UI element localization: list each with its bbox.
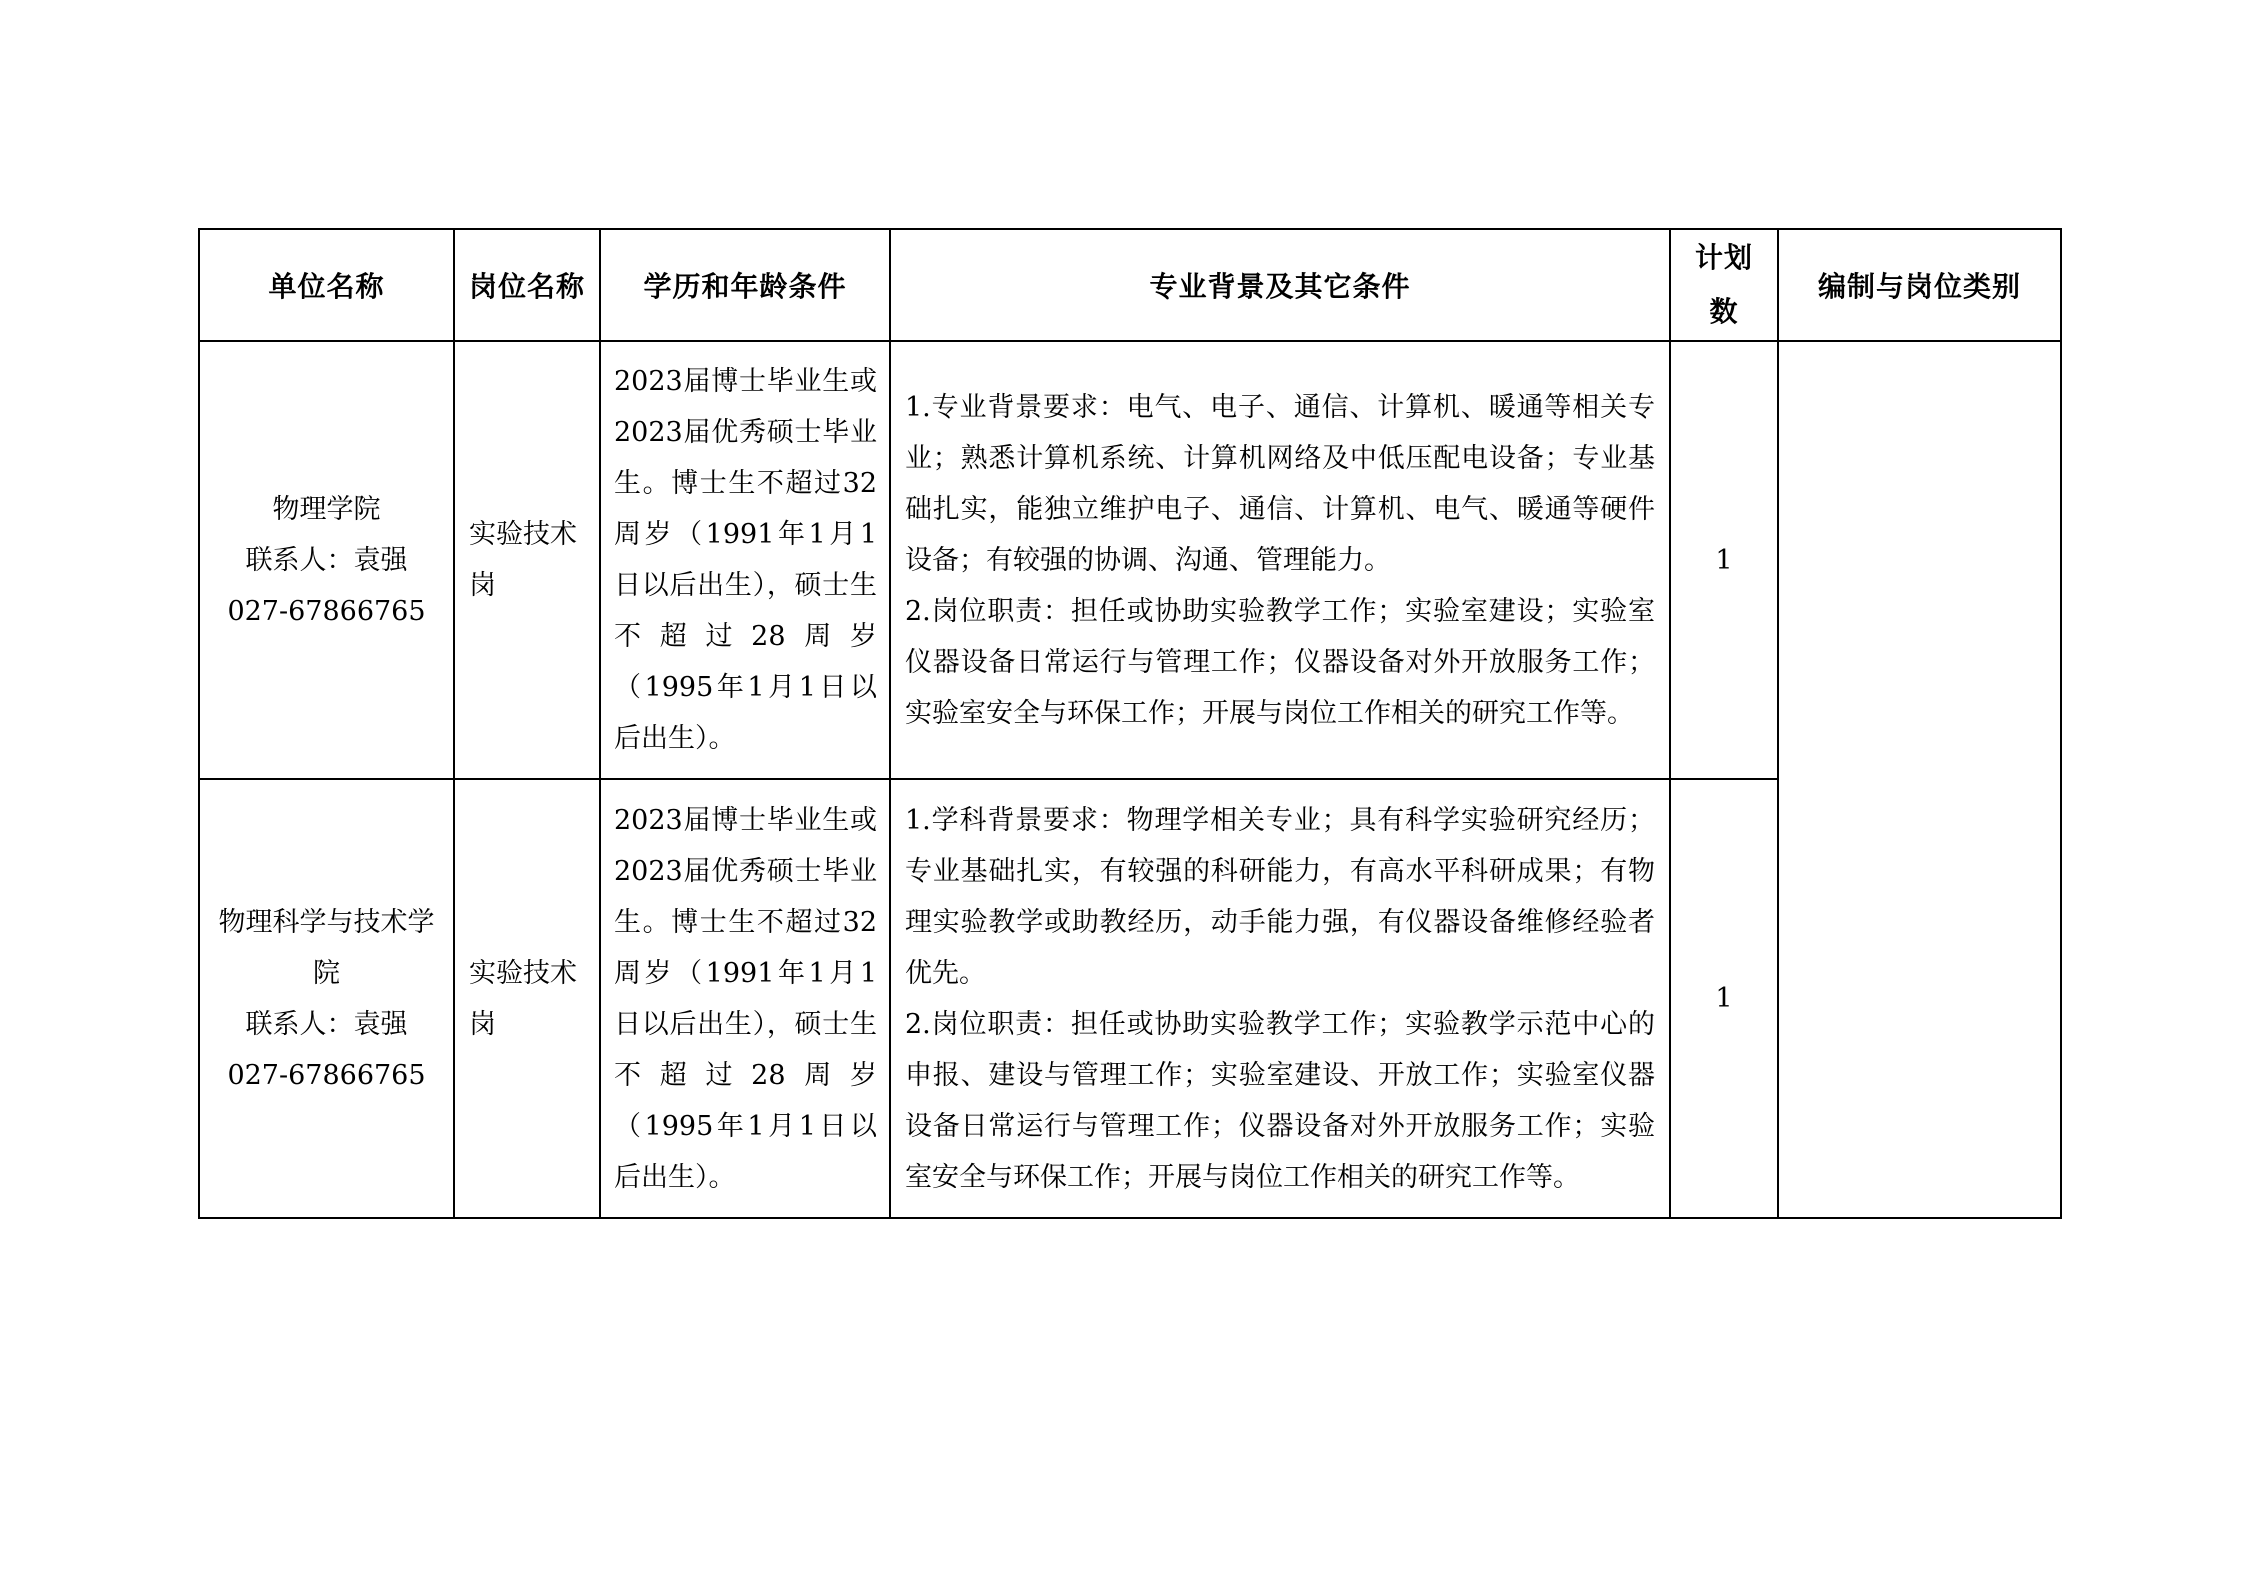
- header-plan: [1670, 229, 1778, 341]
- unit-contact: 联系人：袁强: [245, 1008, 408, 1040]
- unit-name-cont: 院: [313, 957, 340, 989]
- unit-phone: 027-67866765: [227, 1059, 426, 1091]
- post-cell: 实验技术岗: [454, 341, 600, 779]
- unit-name: 物理科学与技术学: [218, 906, 435, 938]
- plan-cell: 1: [1670, 341, 1778, 779]
- header-unit: 单位名称: [199, 229, 454, 341]
- requirement-duties: 2.岗位职责：担任或协助实验教学工作；实验室建设；实验室仪器设备日常运行与管理工作；仪器设备对外开放服务工作；实验室安全与环保工作；开展与岗位工作相关的研究工作等。: [905, 595, 1655, 729]
- header-plan-line2: 数: [1709, 295, 1739, 328]
- header-category: 编制与岗位类别: [1778, 229, 2061, 341]
- header-plan-line1: 计划: [1694, 241, 1753, 274]
- unit-cell: [199, 341, 454, 779]
- requirements-cell: [890, 341, 1670, 779]
- unit-cell: [199, 779, 454, 1218]
- post-cell: 实验技术岗: [454, 779, 600, 1218]
- table-row: [199, 341, 2061, 779]
- category-cell: [1778, 341, 2061, 1218]
- recruitment-table: [198, 228, 2062, 1219]
- header-edu-age: 学历和年龄条件: [600, 229, 890, 341]
- unit-contact: 联系人：袁强: [245, 544, 408, 576]
- header-row: [199, 229, 2061, 341]
- unit-name: 物理学院: [272, 493, 381, 525]
- unit-phone: 027-67866765: [227, 595, 426, 627]
- edu-age-cell: 2023届博士毕业生或2023届优秀硕士毕业生。博士生不超过32周岁（1991年1月1日以后出生），硕士生不超过28周岁（1995年1月1日以后出生）。: [600, 341, 890, 779]
- requirement-background: 1.专业背景要求：电气、电子、通信、计算机、暖通等相关专业；熟悉计算机系统、计算机网络及中低压配电设备；专业基础扎实，能独立维护电子、通信、计算机、电气、暖通等硬件设备；有较强的协调、沟通、管理能力。: [905, 391, 1655, 576]
- requirement-duties: 2.岗位职责：担任或协助实验教学工作；实验教学示范中心的申报、建设与管理工作；实验室建设、开放工作；实验室仪器设备日常运行与管理工作；仪器设备对外开放服务工作；实验室安全与环保工作；开展与岗位工作相关的研究工作等。: [905, 1008, 1655, 1193]
- header-post: 岗位名称: [454, 229, 600, 341]
- edu-age-cell: 2023届博士毕业生或2023届优秀硕士毕业生。博士生不超过32周岁（1991年1月1日以后出生），硕士生不超过28周岁（1995年1月1日以后出生）。: [600, 779, 890, 1218]
- header-requirements: 专业背景及其它条件: [890, 229, 1670, 341]
- plan-cell: 1: [1670, 779, 1778, 1218]
- requirement-background: 1.学科背景要求：物理学相关专业；具有科学实验研究经历；专业基础扎实，有较强的科研能力，有高水平科研成果；有物理实验教学或助教经历，动手能力强，有仪器设备维修经验者优先。: [905, 804, 1655, 989]
- requirements-cell: [890, 779, 1670, 1218]
